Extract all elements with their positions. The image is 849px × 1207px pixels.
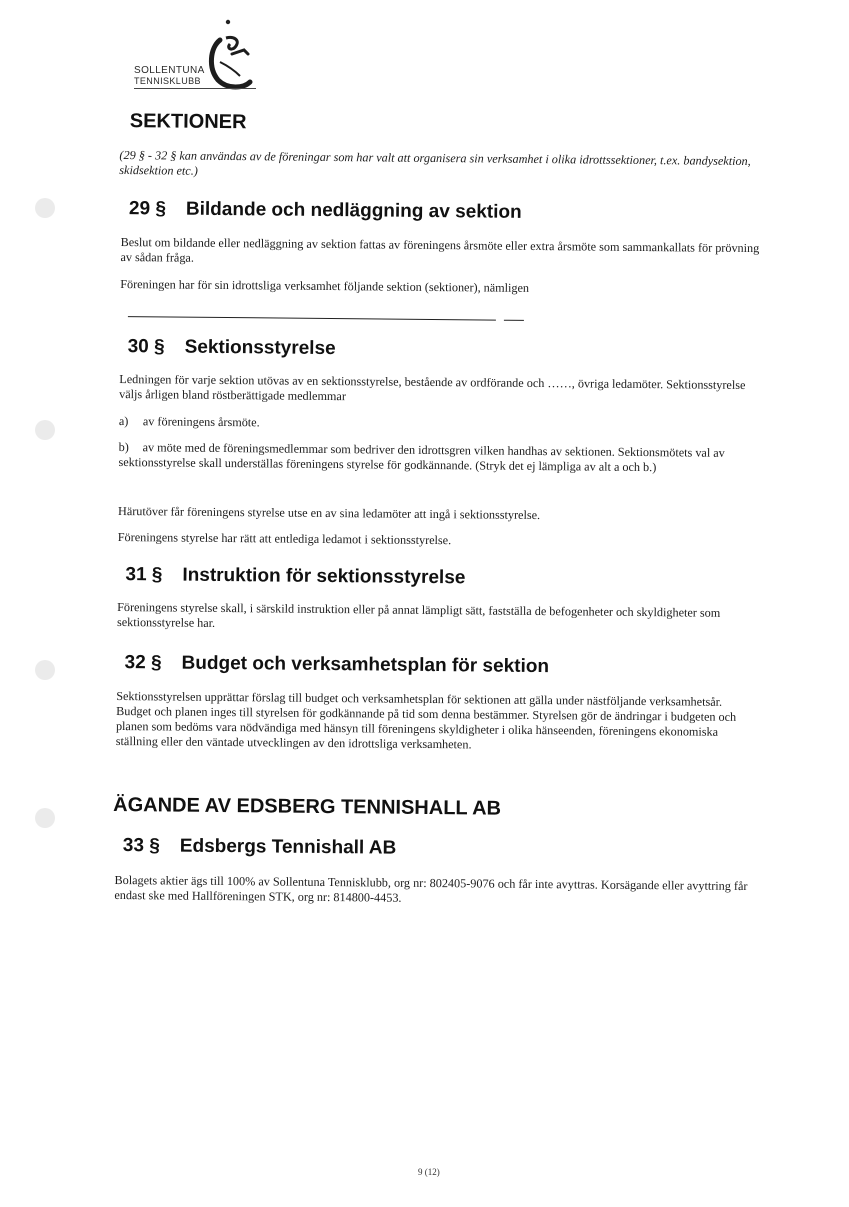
section-32-title: Budget och verksamhetsplan för sektion: [181, 652, 550, 678]
section-29-title: Bildande och nedläggning av sektion: [185, 198, 522, 223]
intro-note: (29 § - 32 § kan användas av de föreningar som har valt att organisera sin verksamhet i olika idrottssektioner, t.ex. bandysektion, skidsektion etc.): [119, 147, 751, 178]
section-30-paragraph-1: Ledningen för varje sektion utövas av en sektionsstyrelse, bestående av ordförande och ……, övriga ledamöter. Sektionsstyrelse väljs årligen bland röstberättigade medlemmar: [119, 372, 746, 404]
section-31-heading: [125, 564, 465, 589]
alt-b-text: av möte med de föreningsmedlemmar som bedriver den idrottsgren vilken handhas av sektionen. Sektionsmötets val av sektionsstyrelse skall underställas föreningens styrelse för godkännande. (Stryk det ej lämpliga av alt a och b.): [118, 440, 725, 475]
section-33-paragraph-1: Bolagets aktier ägs till 100% av Sollentuna Tennisklubb, org nr: 802405-9076 och får inte avyttras. Korsägande eller avyttring får endast ske med Hallföreningen STK, org nr: 814800-4453.: [114, 872, 748, 905]
section-33-title: Edsbergs Tennishall AB: [179, 835, 397, 859]
alt-b-label: b): [118, 440, 129, 455]
section-29-heading: [129, 198, 522, 224]
section-29-paragraph-2: Föreningen har för sin idrottsliga verksamhet följande sektion (sektioner), nämligen: [120, 277, 530, 295]
section-32-paragraph-1: Sektionsstyrelsen upprättar förslag till budget och verksamhetsplan för sektionen att gälla under nästföljande verksamhetsår. Budget och planen inges till styrelsen för godkännande på tid som denna bestämmer. Styrelsen gör de ändringar i budgeten och planen som bedöms vara nödvändiga med hänsyn till föreningens skyldigheter i olika hänseenden, föreningens ekonomiska ställning eller den väntade utvecklingen av den idrottsliga verksamheten.: [115, 688, 737, 752]
page-number: 9 (12): [418, 1167, 440, 1177]
section-30-alt-b: [118, 440, 758, 476]
section-30-number: 30 §: [127, 336, 165, 358]
section-31-paragraph-1: Föreningens styrelse skall, i särskild instruktion eller på annat lämpligt sätt, fastställa de befogenheter och skyldigheter som sektionsstyrelse har.: [116, 599, 721, 630]
section-30-title: Sektionsstyrelse: [184, 336, 336, 360]
alt-a-label: a): [118, 414, 129, 429]
section-30-paragraph-2: Härutöver får föreningens styrelse utse en av sina ledamöter att ingå i sektionsstyrelse.: [117, 504, 541, 523]
section-30-alt-a: [119, 414, 759, 435]
fill-in-line-end: [504, 320, 524, 321]
section-30-heading: [128, 336, 336, 360]
section-31-number: 31 §: [125, 564, 163, 586]
logo-text-line2: TENNISKLUBB: [134, 76, 201, 86]
logo-text-line1: SOLLENTUNA: [134, 65, 205, 76]
section-32-heading: [124, 652, 549, 678]
section-32-number: 32 §: [124, 652, 162, 674]
alt-a-text: av föreningens årsmöte.: [142, 414, 260, 430]
heading-sektioner: SEKTIONER: [129, 110, 247, 134]
section-33-heading: [123, 835, 397, 860]
section-29-paragraph-1: Beslut om bildande eller nedläggning av sektion fattas av föreningens årsmöte eller extra årsmöte som sammankallats för prövning av sådan fråga.: [120, 235, 760, 265]
section-29-number: 29 §: [128, 198, 167, 220]
section-30-paragraph-3: Föreningens styrelse har rätt att entlediga ledamot i sektionsstyrelse.: [117, 529, 452, 548]
heading-agande: ÄGANDE AV EDSBERG TENNISHALL AB: [113, 793, 502, 820]
section-33-number: 33 §: [122, 835, 160, 857]
section-31-title: Instruktion för sektionsstyrelse: [182, 564, 466, 589]
fill-in-line: [128, 316, 496, 321]
